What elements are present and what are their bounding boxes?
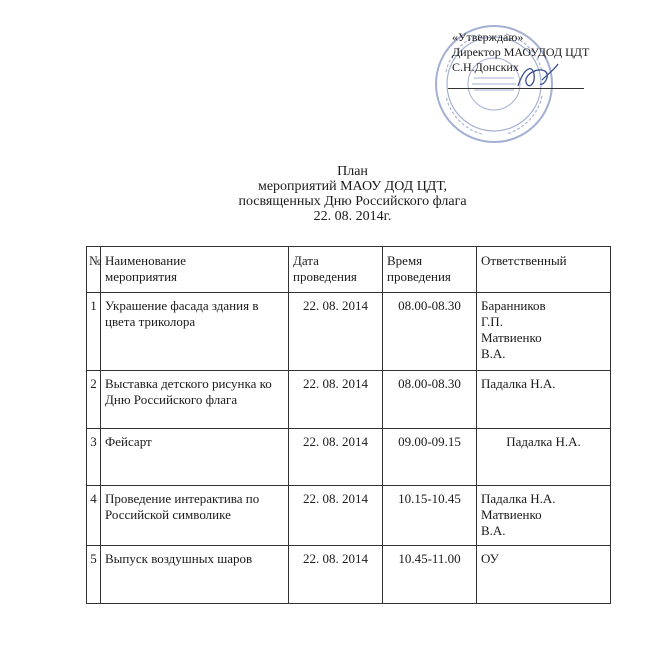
row-responsible: Падалка Н.А. <box>477 371 611 429</box>
title-plan: План <box>337 164 368 179</box>
handwritten-signature <box>514 60 562 94</box>
events-plan-table <box>86 246 611 604</box>
row-event-name: Выставка детского рисунка ко Дню Российского флага <box>101 371 289 429</box>
title-events: мероприятий МАОУ ДОД ЦДТ, <box>257 179 448 194</box>
row-responsible: ОУ <box>477 546 611 604</box>
table-header-row <box>87 247 611 293</box>
title-date: 22. 08. 2014г. <box>313 209 392 224</box>
row-date: 22. 08. 2014 <box>289 429 383 486</box>
row-date: 22. 08. 2014 <box>289 293 383 371</box>
row-event-name: Проведение интерактива по Российской символике <box>101 486 289 546</box>
table-row <box>87 429 611 486</box>
title-occasion: посвященных Дню Российского флага <box>238 194 467 209</box>
row-date: 22. 08. 2014 <box>289 371 383 429</box>
row-time: 10.15-10.45 <box>383 486 477 546</box>
row-responsible: Баранников Г.П. Матвиенко В.А. <box>477 293 611 371</box>
header-date: Дата проведения <box>289 247 383 293</box>
row-number: 2 <box>87 371 101 429</box>
approval-position: Директор МАОУДОД ЦДТ <box>452 45 590 59</box>
header-time: Время проведения <box>383 247 477 293</box>
row-time: 10.45-11.00 <box>383 546 477 604</box>
header-responsible: Ответственный <box>477 247 611 293</box>
row-number: 1 <box>87 293 101 371</box>
row-responsible: Падалка Н.А. <box>477 429 611 486</box>
row-number: 5 <box>87 546 101 604</box>
table-row <box>87 486 611 546</box>
approval-heading: «Утверждаю» <box>452 30 524 44</box>
table-row <box>87 293 611 371</box>
row-event-name: Выпуск воздушных шаров <box>101 546 289 604</box>
approval-signer: С.Н.Донских <box>452 60 519 74</box>
row-number: 3 <box>87 429 101 486</box>
row-date: 22. 08. 2014 <box>289 546 383 604</box>
table-row <box>87 371 611 429</box>
header-event-name: Наименование мероприятия <box>101 247 289 293</box>
table-row <box>87 546 611 604</box>
header-number: № <box>87 247 101 293</box>
row-responsible: Падалка Н.А. Матвиенко В.А. <box>477 486 611 546</box>
row-number: 4 <box>87 486 101 546</box>
row-date: 22. 08. 2014 <box>289 486 383 546</box>
row-time: 08.00-08.30 <box>383 371 477 429</box>
row-time: 09.00-09.15 <box>383 429 477 486</box>
row-event-name: Фейсарт <box>101 429 289 486</box>
row-event-name: Украшение фасада здания в цвета триколора <box>101 293 289 371</box>
row-time: 08.00-08.30 <box>383 293 477 371</box>
document-title <box>0 164 650 224</box>
